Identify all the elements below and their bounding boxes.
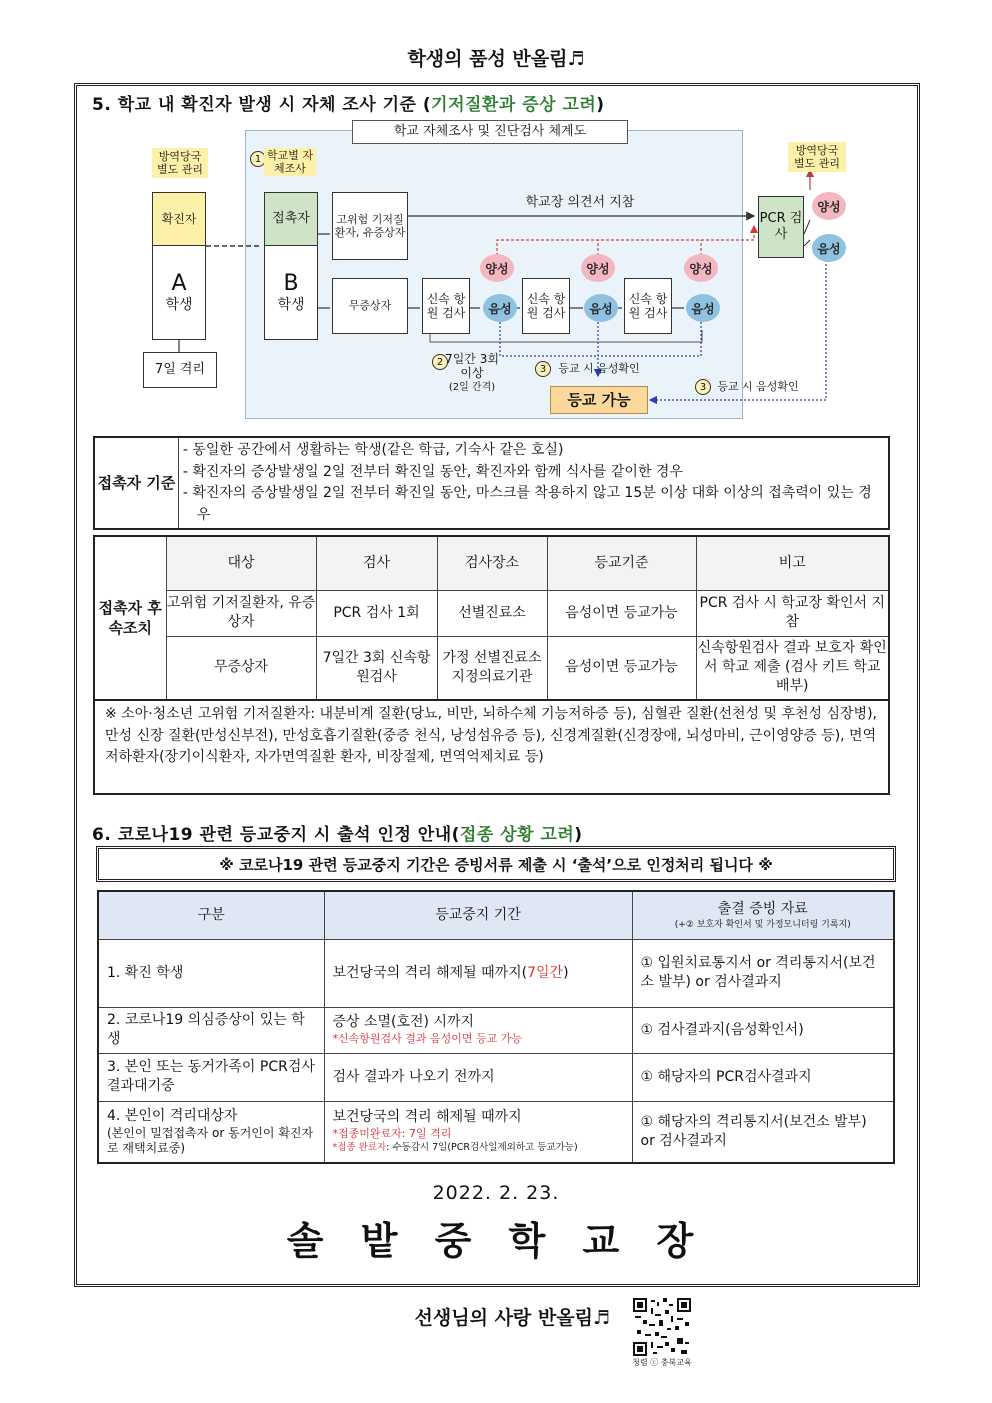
rapid-test-1: 신속 항원 검사 <box>422 278 470 334</box>
att-category-text: 4. 본인이 격리대상자 <box>107 1107 238 1124</box>
step3-number-b: 3 <box>695 379 711 395</box>
table-row <box>98 1053 894 1101</box>
att-period-note2-text: : 수동감시 7일(PCR검사일제외하고 등교가능) <box>386 1142 578 1154</box>
confirmed-box: 확진자 <box>152 192 206 246</box>
diagram-title: 학교 자체조사 및 진단검사 체계도 <box>352 120 628 144</box>
student-a-word: 학생 <box>165 297 193 314</box>
followup-cell: 선별진료소 <box>437 590 547 636</box>
step2-label: 7일간 3회 이상 <box>445 352 499 381</box>
top-slogan: 학생의 품성 반올림♬ <box>407 48 585 70</box>
att-category: 2. 코로나19 의심증상이 있는 학생 <box>98 1007 324 1053</box>
positive-1: 양성 <box>480 254 514 282</box>
negative-3: 음성 <box>686 294 720 322</box>
student-a-letter: A <box>171 270 187 296</box>
rapid-test-3: 신속 항원 검사 <box>624 278 672 334</box>
att-header-evidence <box>632 891 894 939</box>
criteria-item: - 동일한 공간에서 생활하는 학생(같은 학급, 기숙사 같은 호실) <box>182 442 564 458</box>
step2-sub: (2일 간격) <box>448 382 496 393</box>
att-period-note: *접종미완료자: 7일 격리 <box>332 1127 452 1141</box>
step2-number: 2 <box>432 354 448 370</box>
contact-criteria-box <box>93 436 890 530</box>
followup-table <box>93 535 890 701</box>
att-period-note2-label: *접종 완료자 <box>332 1142 387 1154</box>
bottom-slogan: 선생님의 사랑 반올림♬ <box>414 1307 610 1329</box>
followup-header: 검사장소 <box>437 536 547 590</box>
att-period-note: *신속항원검사 결과 음성이면 등교 가능 <box>332 1032 523 1046</box>
att-period-end: ) <box>563 964 569 981</box>
student-b-box <box>264 246 318 340</box>
qr-caption: 청렴 ⓒ 충북교육 <box>632 1358 692 1367</box>
pcr-positive: 양성 <box>812 192 846 220</box>
contact-criteria-heading: 접촉자 기준 <box>95 438 179 528</box>
followup-cell: 음성이면 등교가능 <box>547 636 696 700</box>
document-date: 2022. 2. 23. <box>432 1182 560 1204</box>
principal-signature: 솔 밭 중 학 교 장 <box>286 1218 706 1263</box>
table-row <box>98 939 894 1007</box>
negative-2: 음성 <box>584 294 618 322</box>
table-row <box>98 1101 894 1163</box>
att-evidence: ① 검사결과지(음성확인서) <box>632 1007 894 1053</box>
att-period <box>324 939 632 1007</box>
followup-cell: 가정 선별진료소 지정의료기관 <box>437 636 547 700</box>
attendance-table <box>97 890 895 1164</box>
att-period-text: 보건당국의 격리 해제될 때까지( <box>332 964 528 981</box>
positive-2: 양성 <box>581 254 615 282</box>
pcr-box: PCR 검사 <box>758 196 804 258</box>
high-risk-note: ※ 소아·청소년 고위험 기저질환자: 내분비계 질환(당뇨, 비만, 뇌하수체 기능저하증 등), 심혈관 질환(선천성 및 후천성 심장병), 만성 신장 질환(만성신부전), 만성호흡기질환(중증 천식, 낭성섬유증 등), 신경계질환(신경장애, 뇌성마비, 근이영양증 등), 면역저하환자(장기이식환자, 자가면역질환 환자, 비장절제, 면역억제치료 등) <box>93 700 890 795</box>
positive-3: 양성 <box>684 254 718 282</box>
followup-header: 등교기준 <box>547 536 696 590</box>
step3-label-b: 등교 시 음성확인 <box>717 380 799 393</box>
followup-heading: 접촉자 후속조치 <box>94 536 166 700</box>
att-header-evidence-sub: (+② 보호자 확인서 및 가정모니터링 기록지) <box>674 919 851 930</box>
att-evidence: ① 해당자의 격리통지서(보건소 발부) or 검사결과지 <box>632 1101 894 1163</box>
followup-cell: 7일간 3회 신속항원검사 <box>316 636 437 700</box>
quarantine-box: 7일 격리 <box>143 352 217 388</box>
criteria-item: - 확진자의 증상발생일 2일 전부터 확진일 동안, 마스크를 착용하지 않고 15분 이상 대화 이상의 접촉력이 있는 경우 <box>182 485 872 524</box>
att-period-highlight: 7일간 <box>527 964 564 981</box>
rapid-test-2: 신속 항원 검사 <box>522 278 570 334</box>
followup-cell: PCR 검사 시 학교장 확인서 지참 <box>696 590 889 636</box>
qr-code-icon[interactable] <box>633 1298 691 1356</box>
contact-criteria-list <box>179 438 888 528</box>
att-category-sub: (본인이 밀접접촉자 or 동거인이 확진자로 재택치료중) <box>107 1125 314 1156</box>
followup-cell: PCR 검사 1회 <box>316 590 437 636</box>
followup-header: 검사 <box>316 536 437 590</box>
att-header-category: 구분 <box>98 891 324 939</box>
attend-ok-box: 등교 가능 <box>550 386 648 414</box>
step1-label: 학교별 자체조사 <box>264 148 316 176</box>
followup-header: 대상 <box>166 536 316 590</box>
table-row <box>94 590 889 636</box>
followup-cell: 신속항원검사 결과 보호자 확인서 학교 제출 (검사 키트 학교 배부) <box>696 636 889 700</box>
step3-label-a: 등교 시 음성확인 <box>558 362 640 375</box>
att-evidence: ① 해당자의 PCR검사결과지 <box>632 1053 894 1101</box>
high-risk-box: 고위험 기저질환자, 유증상자 <box>332 192 408 260</box>
section6-title <box>92 820 583 845</box>
att-period: 검사 결과가 나오기 전까지 <box>324 1053 632 1101</box>
att-period <box>324 1007 632 1053</box>
section5-title-prefix: 5. 학교 내 확진자 발생 시 자체 조사 기준 ( <box>92 95 432 115</box>
followup-header: 비고 <box>696 536 889 590</box>
section5-title-highlight: 기저질환과 증상 고려 <box>431 95 597 115</box>
section6-title-highlight: 접종 상황 고려 <box>459 825 575 845</box>
section5-title <box>92 90 605 115</box>
att-category <box>98 1101 324 1163</box>
gov-manage-right: 방역당국 별도 관리 <box>788 142 846 172</box>
school-investigation-diagram <box>140 118 860 424</box>
asymptomatic-box: 무증상자 <box>332 278 408 334</box>
pcr-negative: 음성 <box>812 234 846 262</box>
section6-title-suffix: ) <box>574 825 583 845</box>
att-period <box>324 1101 632 1163</box>
gov-manage-left: 방역당국 별도 관리 <box>152 148 208 178</box>
followup-cell: 음성이면 등교가능 <box>547 590 696 636</box>
followup-cell: 고위험 기저질환자, 유증상자 <box>166 590 316 636</box>
step1-number: 1 <box>250 151 266 167</box>
att-period-text: 증상 소멸(호전) 시까지 <box>332 1014 475 1031</box>
negative-1: 음성 <box>483 294 517 322</box>
section6-title-prefix: 6. 코로나19 관련 등교중지 시 출석 인정 안내( <box>92 825 460 845</box>
att-category: 3. 본인 또는 동거가족이 PCR검사 결과대기중 <box>98 1053 324 1101</box>
section5-title-suffix: ) <box>596 95 605 115</box>
att-period-text: 보건당국의 격리 해제될 때까지 <box>332 1109 522 1126</box>
student-b-word: 학생 <box>277 297 305 314</box>
followup-cell: 무증상자 <box>166 636 316 700</box>
table-row <box>98 1007 894 1053</box>
principal-opinion-label: 학교장 의견서 지참 <box>525 195 635 210</box>
att-evidence: ① 입원치료통지서 or 격리통지서(보건소 발부) or 검사결과지 <box>632 939 894 1007</box>
att-category: 1. 확진 학생 <box>98 939 324 1007</box>
contact-box: 접촉자 <box>264 192 318 246</box>
step3-number-a: 3 <box>535 361 551 377</box>
att-header-evidence-label: 출결 증빙 자료 <box>717 900 808 917</box>
student-a-box <box>152 246 206 340</box>
table-row <box>94 636 889 700</box>
att-header-period: 등교중지 기간 <box>324 891 632 939</box>
criteria-item: - 확진자의 증상발생일 2일 전부터 확진일 동안, 확진자와 함께 식사를 같이한 경우 <box>182 463 683 480</box>
student-b-letter: B <box>283 270 299 296</box>
attendance-banner: ※ 코로나19 관련 등교중지 기간은 증빙서류 제출 시 ‘출석’으로 인정처리 됩니다 ※ <box>96 846 896 882</box>
